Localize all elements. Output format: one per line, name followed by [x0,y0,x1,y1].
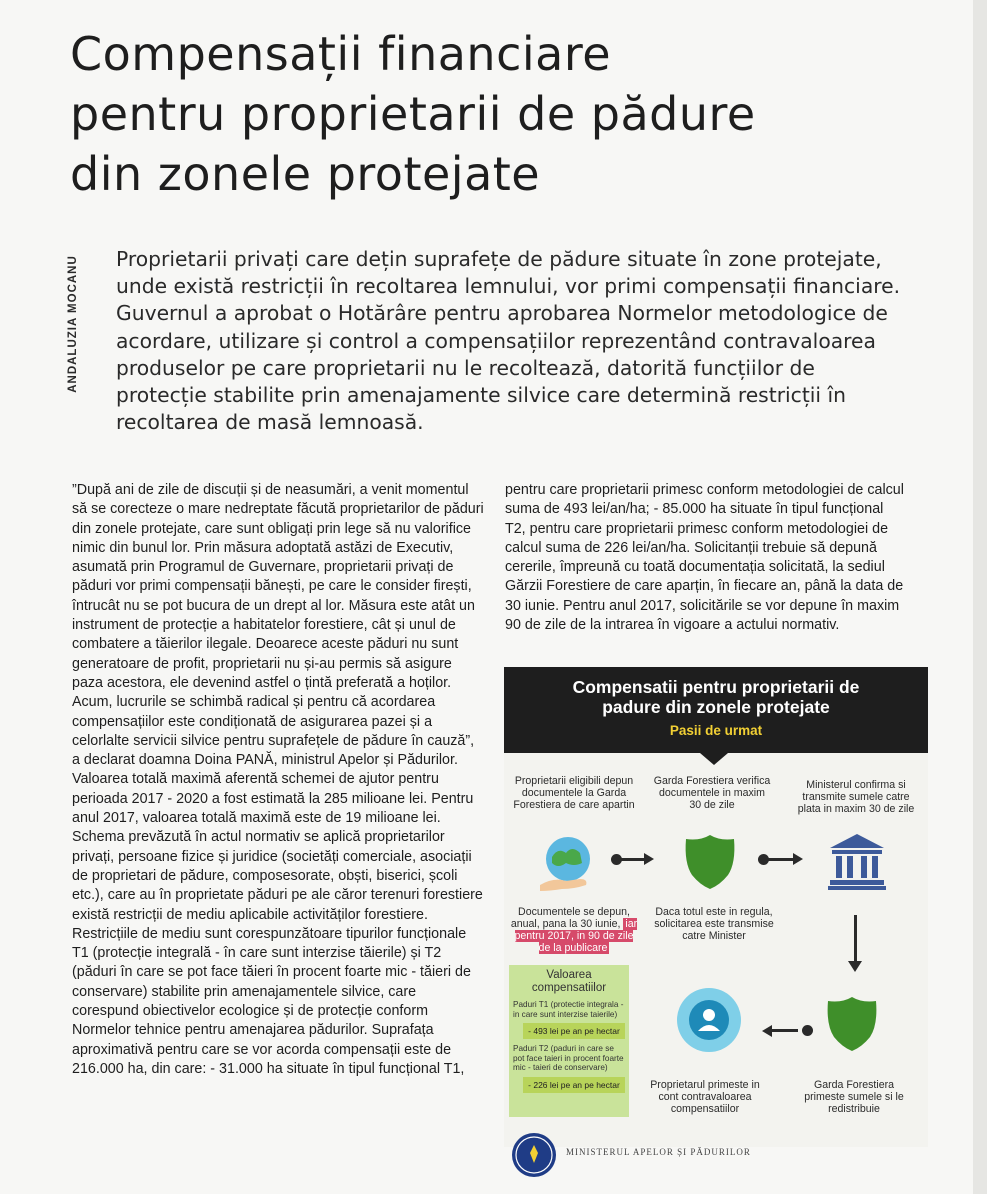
step-1-text: Proprietarii eligibili depun documentele la Garda Forestiera de care apartin [513,775,635,811]
body-column-2: pentru care proprietarii primesc conform metodologiei de calcul suma de 493 lei/an/ha; - 85.000 ha situate în tipul funcțional T2, pentru care proprietarii primesc conform metodologiei de calcul suma de 226 lei/an/ha. Solicitanții trebuie să depună cererile, împreună cu toată documentația solicitată, la sediul Gărzii Forestiere de care aparțin, în fiecare an, până la data de 30 iunie. Pentru anul 2017, solicitările se vor depune în maxim 90 de zile de la intrarea în vigoare a actului normativ. [505,482,904,634]
article-title [70,24,870,204]
title-line-3: din zonele protejate [70,147,541,201]
connector-dot-3 [802,1025,813,1036]
arrow-right-icon [620,858,646,861]
t1-description: Paduri T1 (protectie integrala - in care sunt interzise taierile) [513,1000,624,1019]
infographic-title-line-1: Compensatii pentru proprietarii de [572,677,860,697]
author-byline [60,254,80,404]
step-4-text: Proprietarul primeste in cont contravaloarea compensatiilor [650,1079,760,1115]
ministry-building-icon [826,830,888,892]
arrow-right-icon-2 [767,858,795,861]
infographic-title-line-2: padure din zonele protejate [602,697,830,717]
t2-value: - 226 lei pe an pe hectar [523,1077,625,1093]
author-name: ANDALUZIA MOCANU [67,255,79,393]
globe-hand-icon [536,833,600,897]
step-2-text: Garda Forestiera verifica documentele in maxim 30 de zile [653,775,771,811]
infographic [504,667,928,1147]
t1-value: - 493 lei pe an pe hectar [523,1023,625,1039]
t2-description: Paduri T2 (paduri in care se pot face taieri in procent foarte mic - taieri de conservare) [513,1044,624,1072]
note-deadline-text: Documentele se depun, anual, pana la 30 iunie, [510,906,630,930]
note-deadline-highlight: iar pentru 2017, in 90 de zile de la publicare [514,918,638,954]
valoarea-box [509,965,629,1117]
ministry-name: MINISTERUL APELOR ȘI PĂDURILOR [566,1147,751,1157]
note-deadline [508,906,640,954]
infographic-header [504,667,928,753]
step-3-text: Ministerul confirma si transmite sumele catre plata in maxim 30 de zile [797,779,915,815]
owner-avatar-icon [676,987,742,1053]
arrow-down-icon [848,961,862,972]
page-edge [973,0,987,1194]
lead-paragraph: Proprietarii privați care dețin suprafețe de pădure situate în zone protejate, unde există restricții în recoltarea lemnului, vor primi compensații financiare. Guvernul a aprobat o Hotărâre pentru aprobarea Normelor metodologice de acordare, utilizare și control a compensațiilor reprezentând contravaloarea produselor pe care proprietarii nu le recoltează, datorită funcțiilor de protecție stabilite prin amenajamente silvice care determină restricții în recoltarea de masă lemnoasă. [116,247,901,435]
shield-icon-2 [826,995,878,1053]
infographic-title [504,677,928,717]
arrow-down-line [854,915,857,963]
shield-icon [684,833,736,891]
valoarea-title: Valoarea compensatiilor [531,969,607,994]
title-line-1: Compensații financiare [70,27,612,81]
government-seal-logo [512,1133,556,1177]
header-pointer [700,753,728,765]
title-line-2: pentru proprietarii de pădure [70,87,756,141]
step-5-text: Garda Forestiera primeste sumele si le redistribuie [804,1079,904,1115]
note-transmit: Daca totul este in regula, solicitarea este transmise catre Minister [654,906,774,942]
body-column-1: ”După ani de zile de discuții și de neasumări, a venit momentul să se corecteze o mare nedreptate făcută proprietarilor de păduri din zonele protejate, care sunt obligați prin lege să nu valorifice nimic din bunul lor. Prin măsura adoptată astăzi de Executiv, asumată prin Programul de Guvernare, proprietarii privați de păduri vor primi compensații bănești, pe care le consider firești, întrucât nu se pot bucura de un drept al lor. Măsura este atât un instrument de protecție a habitatelor forestiere, cât și unul de combatere a tăierilor ilegale. Deoarece aceste păduri nu sunt generatoare de profit, proprietarii nu și-au permis să asigure paza acestora, ele devenind astfel o țintă preferată a hoților. Acum, lucrurile se schimbă radical și pentru că acordarea compensațiilor este condiționată de asigurarea pazei și a celorlalte servicii silvice pentru suprafețele de pădure în cauză”, a declarat doamna Doina PANĂ, ministrul Apelor și Pădurilor. Valoarea totală maximă aferentă schemei de ajutor pentru perioada 2017 - 2020 a fost estimată la 285 milioane lei. Pentru anul 2017, valoarea totală maximă este de 19 milioane lei. Schema prevăzută în actul normativ se aplică proprietarilor privați, persoane fizice și juridice (societăți comerciale, asociații de proprietari de pădure, composesorate, obști, biserici, școli etc.), care au în proprietate păduri pe ale căror terenuri forestiere există restricții de mediu aplicabile activităților forestiere. Restricțiile de mediu sunt corespunzătoare tipurilor funcționale T1 (protecție integrală - în care sunt interzise tăierile) și T2 (păduri în care se pot face tăieri în procent foarte mic - tăieri de conservare) stabilite prin amenajamentele silvice, care corespund obiectivelor ecologice și de protecție conform Normelor tehnice pentru amenajarea pădurilor. Suprafața aproximativă pentru care se vor acorda compensații este de 216.000 ha, din care: - 31.000 ha situate în tipul funcțional T1, [72,482,484,1077]
infographic-subtitle: Pasii de urmat [669,723,763,738]
arrow-left-icon [770,1029,798,1032]
